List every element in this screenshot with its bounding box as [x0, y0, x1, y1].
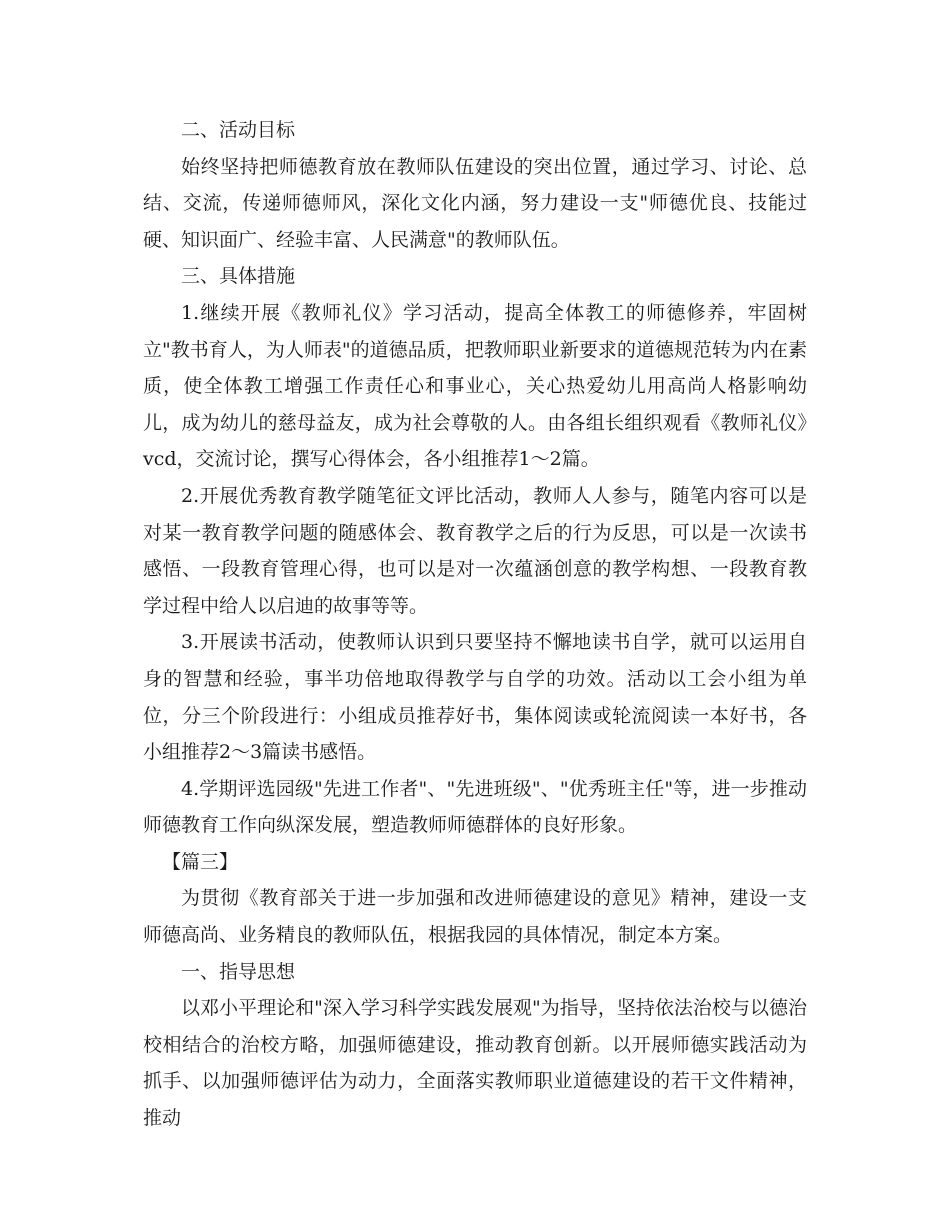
- section-heading-guiding-ideology: 一、指导思想: [181, 960, 296, 983]
- paragraph-measure-4: 4.学期评选园级"先进工作者"、"先进班级"、"优秀班主任"等，进一步推动师德教育工作向纵深发展，塑造教师师德群体的良好形象。: [143, 777, 807, 837]
- part-heading-three: 【篇三】: [162, 850, 239, 873]
- paragraph-part-three-intro: 为贯彻《教育部关于进一步加强和改进师德建设的意见》精神，建设一支师德高尚、业务精良的教师队伍，根据我园的具体情况，制定本方案。: [143, 887, 807, 947]
- section-heading-specific-measures: 三、具体措施: [181, 265, 296, 288]
- section-heading-activity-goals: 二、活动目标: [181, 119, 296, 141]
- paragraph-measure-3: 3.开展读书活动，使教师认识到只要坚持不懈地读书自学，就可以运用自身的智慧和经验，事半功倍地取得教学与自学的功效。活动以工会小组为单位，分三个阶段进行：小组成员推荐好书，集体阅读或轮流阅读一本好书，各小组推荐2～3篇读书感悟。: [143, 631, 807, 764]
- paragraph-measure-2: 2.开展优秀教育教学随笔征文评比活动，教师人人参与，随笔内容可以是对某一教育教学问题的随感体会、教育教学之后的行为反思，可以是一次读书感悟、一段教育管理心得，也可以是对一次蕴涵创意的教学构想、一段教育教学过程中给人以启迪的故事等等。: [143, 484, 807, 617]
- paragraph-guiding-ideology: 以邓小平理论和"深入学习科学实践发展观"为指导，坚持依法治校与以德治校相结合的治校方略，加强师德建设，推动教育创新。以开展师德实践活动为抓手、以加强师德评估为动力，全面落实教师职业道德建设的若干文件精神，推动: [143, 997, 807, 1130]
- paragraph-activity-goals: 始终坚持把师德教育放在教师队伍建设的突出位置，通过学习、讨论、总结、交流，传递师德师风，深化文化内涵，努力建设一支"师德优良、技能过硬、知识面广、经验丰富、人民满意"的教师队伍。: [143, 155, 807, 251]
- paragraph-measure-1: 1.继续开展《教师礼仪》学习活动，提高全体教工的师德修养，牢固树立"教书育人，为人师表"的道德品质，把教师职业新要求的道德规范转为内在素质，使全体教工增强工作责任心和事业心，关心热爱幼儿用高尚人格影响幼儿，成为幼儿的慈母益友，成为社会尊敬的人。由各组长组织观看《教师礼仪》vcd，交流讨论，撰写心得体会，各小组推荐1～2篇。: [143, 301, 807, 471]
- document-body: [143, 112, 807, 1137]
